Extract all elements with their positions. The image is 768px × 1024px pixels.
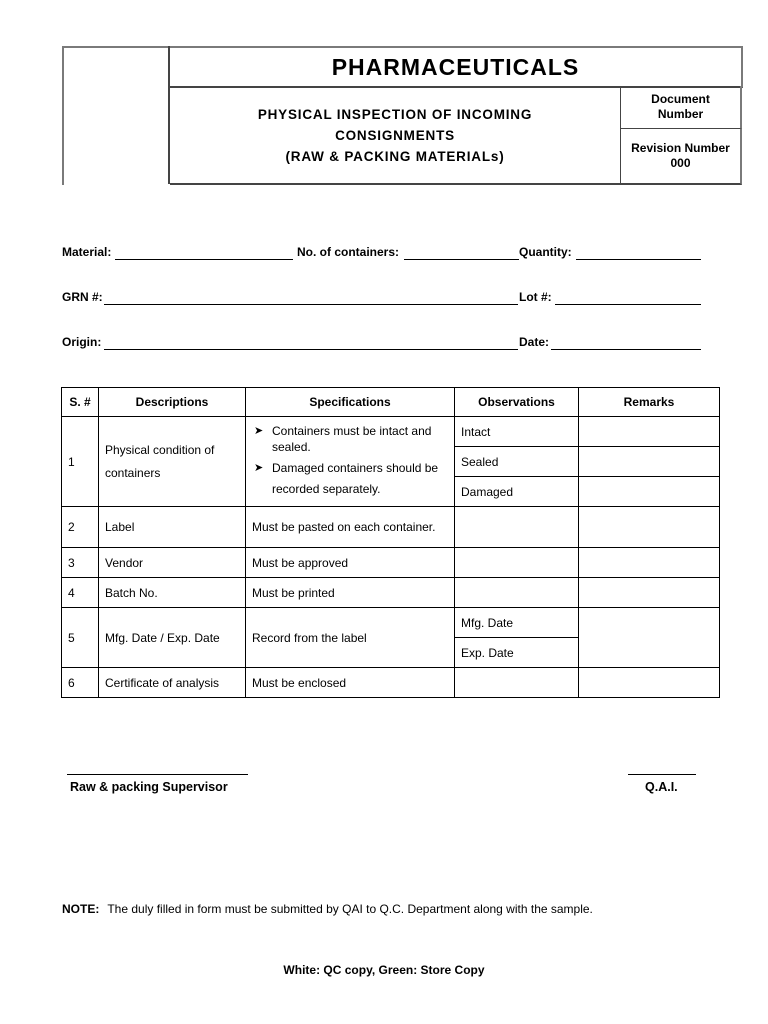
row-6-description: Certificate of analysis (99, 668, 246, 698)
arrow-bullet-icon: ➤ (254, 425, 264, 437)
spec-item (252, 423, 448, 455)
row-5-spec: Record from the label (246, 608, 455, 668)
row-4-sn: 4 (62, 578, 99, 608)
row-1-observation-damaged: Damaged (455, 477, 579, 507)
row-6-observation[interactable] (455, 668, 579, 698)
row-3-observation[interactable] (455, 548, 579, 578)
row-1-observation-intact: Intact (455, 417, 579, 447)
supervisor-signature-line[interactable] (67, 774, 248, 775)
revision-number-box (620, 129, 742, 185)
row-5-sn: 5 (62, 608, 99, 668)
quantity-field[interactable] (576, 259, 701, 260)
row-1-remarks-intact[interactable] (579, 417, 720, 447)
table-row (62, 507, 720, 548)
row-1-remarks-sealed[interactable] (579, 447, 720, 477)
row-4-description: Batch No. (99, 578, 246, 608)
table-row (62, 608, 720, 638)
row-5-description: Mfg. Date / Exp. Date (99, 608, 246, 668)
header-specifications: Specifications (246, 388, 455, 417)
row-1-remarks-damaged[interactable] (579, 477, 720, 507)
header-descriptions: Descriptions (99, 388, 246, 417)
form-title (170, 86, 620, 184)
row-4-remarks[interactable] (579, 578, 720, 608)
origin-label: Origin: (62, 335, 102, 349)
grn-label: GRN #: (62, 290, 103, 304)
row-6-spec: Must be enclosed (246, 668, 455, 698)
spec-item (252, 458, 448, 500)
row-1-specs (246, 417, 455, 507)
row-5-observation-mfg: Mfg. Date (455, 608, 579, 638)
header-observations: Observations (455, 388, 579, 417)
revision-number-value: 000 (670, 156, 691, 170)
grn-field[interactable] (104, 304, 518, 305)
containers-field[interactable] (404, 259, 519, 260)
table-row (62, 548, 720, 578)
row-1-sn: 1 (62, 417, 99, 507)
document-number-label-1: Document (651, 92, 710, 106)
qai-signature-line[interactable] (628, 774, 696, 775)
header-remarks: Remarks (579, 388, 720, 417)
row-2-description: Label (99, 507, 246, 548)
row-3-sn: 3 (62, 548, 99, 578)
header-bottom-rule (170, 183, 621, 185)
company-name: PHARMACEUTICALS (170, 46, 743, 88)
row-3-description: Vendor (99, 548, 246, 578)
document-number-box (620, 86, 742, 129)
row-1-description: Physical condition of containers (99, 417, 246, 507)
containers-label: No. of containers: (297, 245, 400, 259)
date-label: Date: (519, 335, 550, 349)
document-number-label-2: Number (657, 107, 704, 121)
row-2-spec: Must be pasted on each container. (246, 507, 455, 548)
row-2-sn: 2 (62, 507, 99, 548)
arrow-bullet-icon: ➤ (254, 462, 264, 474)
row-4-observation[interactable] (455, 578, 579, 608)
table-row (62, 578, 720, 608)
lot-field[interactable] (555, 304, 701, 305)
revision-number-label: Revision Number (631, 141, 730, 155)
supervisor-signature-label: Raw & packing Supervisor (70, 780, 228, 794)
date-field[interactable] (551, 349, 701, 350)
lot-label: Lot #: (519, 290, 552, 304)
material-field[interactable] (115, 259, 293, 260)
note-label: NOTE: (62, 902, 100, 916)
form-title-line-2: CONSIGNMENTS (335, 127, 455, 143)
material-label: Material: (62, 245, 112, 259)
row-2-observation[interactable] (455, 507, 579, 548)
row-6-sn: 6 (62, 668, 99, 698)
row-3-remarks[interactable] (579, 548, 720, 578)
row-3-spec: Must be approved (246, 548, 455, 578)
table-row (62, 668, 720, 698)
header-sn: S. # (62, 388, 99, 417)
copy-distribution-footer: White: QC copy, Green: Store Copy (283, 963, 485, 977)
row-1-observation-sealed: Sealed (455, 447, 579, 477)
row-5-remarks[interactable] (579, 608, 720, 668)
form-title-line-1: PHYSICAL INSPECTION OF INCOMING (257, 106, 533, 122)
note-text: The duly filled in form must be submitted by QAI to Q.C. Department along with the sample. (107, 902, 593, 916)
quantity-label: Quantity: (519, 245, 572, 259)
row-4-spec: Must be printed (246, 578, 455, 608)
row-2-remarks[interactable] (579, 507, 720, 548)
form-title-line-3: (RAW & PACKING MATERIALs) (285, 148, 505, 164)
row-5-observation-exp: Exp. Date (455, 638, 579, 668)
inspection-table (61, 387, 720, 698)
qai-signature-label: Q.A.I. (645, 780, 678, 794)
spec-text: Damaged containers should be recorded separately. (272, 461, 439, 496)
table-row (62, 417, 720, 447)
row-6-remarks[interactable] (579, 668, 720, 698)
origin-field[interactable] (104, 349, 518, 350)
table-header-row (62, 388, 720, 417)
note (62, 902, 593, 916)
spec-text: Containers must be intact and sealed. (272, 424, 432, 454)
header-logo-area (62, 46, 170, 185)
